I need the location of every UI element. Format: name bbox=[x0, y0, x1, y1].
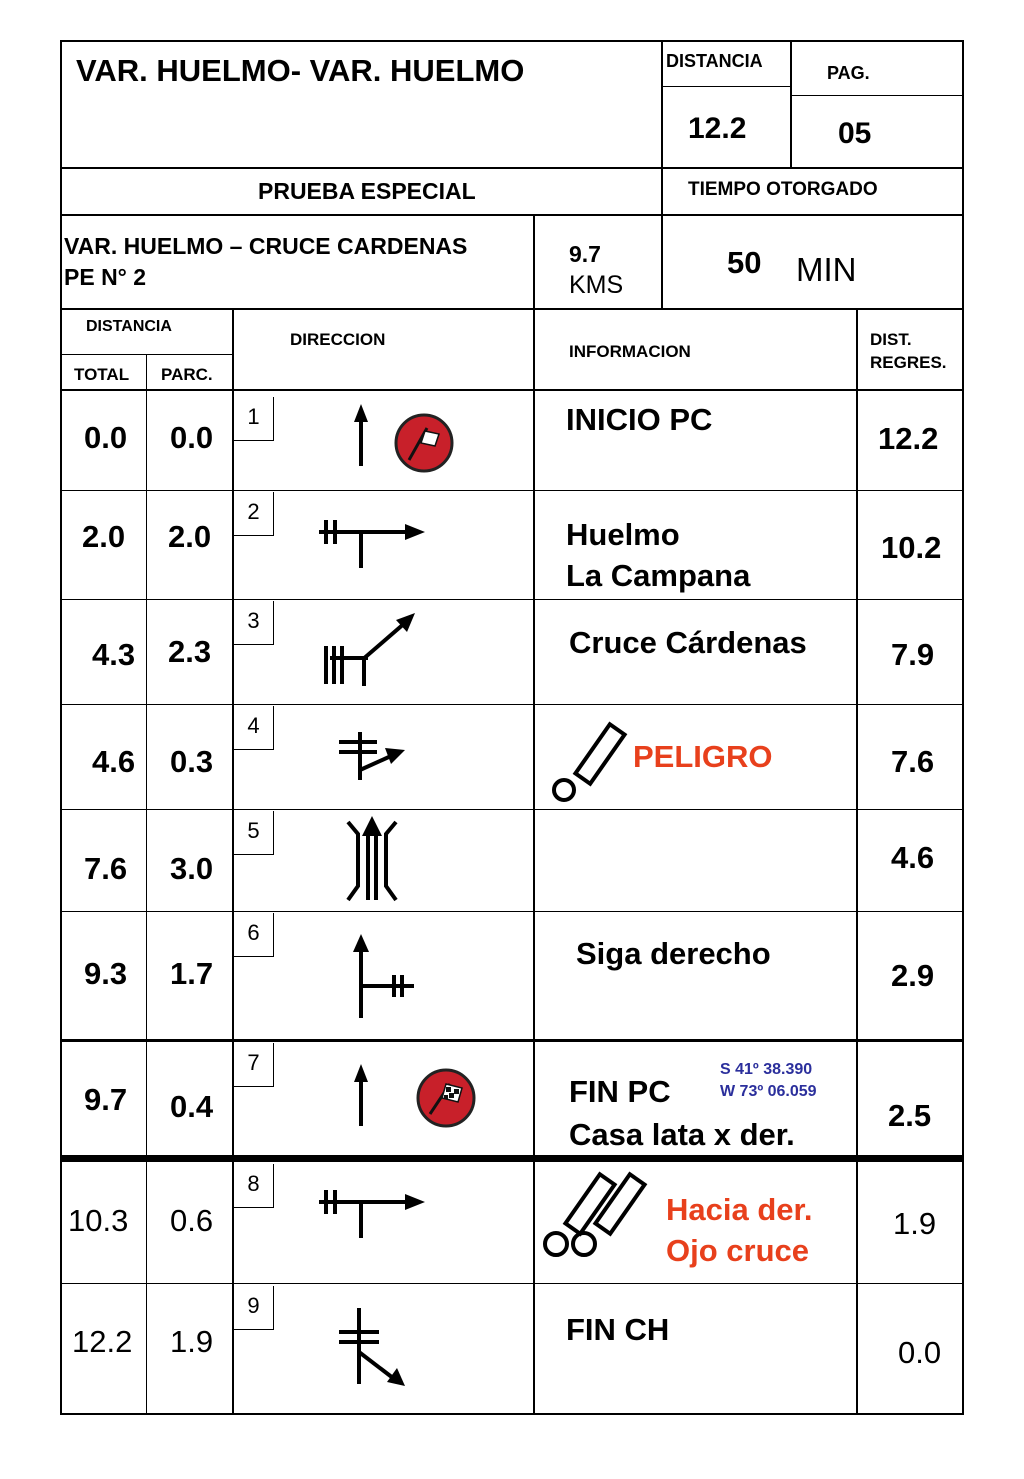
partial-distance: 2.3 bbox=[168, 634, 212, 669]
danger-text-secondary: Ojo cruce bbox=[666, 1233, 809, 1268]
step-number: 8 bbox=[234, 1164, 274, 1208]
dist-regres: 0.0 bbox=[898, 1335, 942, 1370]
info-text-secondary: La Campana bbox=[566, 558, 751, 593]
danger-text: Hacia der. bbox=[666, 1192, 813, 1227]
col-parc: PARC. bbox=[161, 365, 213, 384]
kms-value: 9.7 bbox=[569, 241, 601, 267]
info-text: FIN CH bbox=[566, 1312, 670, 1347]
partial-distance: 1.9 bbox=[170, 1324, 214, 1359]
total-distance: 0.0 bbox=[84, 420, 128, 455]
fork-diagonal-right-icon bbox=[318, 608, 418, 688]
total-distance: 9.3 bbox=[84, 956, 128, 991]
gps-latitude: S 41º 38.390 bbox=[720, 1061, 813, 1078]
col-distancia: DISTANCIA bbox=[86, 318, 172, 335]
info-text: INICIO PC bbox=[566, 402, 713, 437]
crossroad-bear-right-icon bbox=[335, 730, 410, 785]
partial-distance: 2.0 bbox=[168, 519, 212, 554]
distancia-value: 12.2 bbox=[688, 112, 747, 145]
total-distance: 10.3 bbox=[68, 1203, 129, 1238]
route-subtitle: PE N° 2 bbox=[64, 264, 147, 290]
total-distance: 9.7 bbox=[84, 1082, 128, 1117]
crossroad-diagonal-right-icon bbox=[335, 1306, 410, 1388]
dist-regres: 2.5 bbox=[888, 1098, 932, 1133]
col-regres: REGRES. bbox=[870, 353, 947, 372]
info-text: Huelmo bbox=[566, 517, 680, 552]
danger-text: PELIGRO bbox=[633, 739, 773, 774]
dist-regres: 4.6 bbox=[891, 840, 935, 875]
info-text: Cruce Cárdenas bbox=[569, 625, 807, 660]
step-number: 7 bbox=[234, 1043, 274, 1087]
info-text: Siga derecho bbox=[576, 936, 771, 971]
straight-arrow-icon bbox=[340, 400, 380, 470]
route-title: VAR. HUELMO – CRUCE CARDENAS bbox=[64, 233, 468, 259]
t-junction-right-icon bbox=[315, 1182, 430, 1242]
page-title: VAR. HUELMO- VAR. HUELMO bbox=[76, 53, 525, 88]
total-distance: 4.6 bbox=[92, 744, 136, 779]
dist-regres: 2.9 bbox=[891, 958, 935, 993]
col-total: TOTAL bbox=[74, 365, 130, 384]
step-number: 5 bbox=[234, 811, 274, 855]
col-direccion: DIRECCION bbox=[290, 330, 386, 349]
dist-regres: 1.9 bbox=[893, 1206, 937, 1241]
info-text-secondary: Casa lata x der. bbox=[569, 1117, 795, 1152]
partial-distance: 0.4 bbox=[170, 1089, 214, 1124]
straight-side-road-right-icon bbox=[340, 930, 420, 1022]
step-number: 4 bbox=[234, 706, 274, 750]
dist-regres: 7.9 bbox=[891, 637, 935, 672]
tiempo-value: 50 bbox=[727, 245, 762, 280]
dist-regres: 7.6 bbox=[891, 744, 935, 779]
partial-distance: 0.0 bbox=[170, 420, 214, 455]
total-distance: 2.0 bbox=[82, 519, 126, 554]
start-flag-icon bbox=[395, 414, 455, 474]
partial-distance: 3.0 bbox=[170, 851, 214, 886]
partial-distance: 0.3 bbox=[170, 744, 214, 779]
double-danger-icon bbox=[540, 1170, 650, 1262]
total-distance: 12.2 bbox=[72, 1324, 133, 1359]
t-junction-right-icon bbox=[315, 512, 430, 572]
step-number: 9 bbox=[234, 1286, 274, 1330]
kms-unit: KMS bbox=[569, 271, 624, 299]
total-distance: 7.6 bbox=[84, 851, 128, 886]
prueba-especial-label: PRUEBA ESPECIAL bbox=[258, 178, 476, 204]
partial-distance: 1.7 bbox=[170, 956, 214, 991]
tiempo-otorgado-label: TIEMPO OTORGADO bbox=[688, 179, 878, 200]
dist-regres: 10.2 bbox=[881, 530, 942, 565]
step-number: 6 bbox=[234, 913, 274, 957]
pag-value: 05 bbox=[838, 117, 872, 150]
partial-distance: 0.6 bbox=[170, 1203, 214, 1238]
step-number: 2 bbox=[234, 492, 274, 536]
straight-arrow-icon bbox=[340, 1060, 380, 1130]
col-dist: DIST. bbox=[870, 330, 912, 349]
step-number: 1 bbox=[234, 397, 274, 441]
tiempo-unit: MIN bbox=[796, 251, 857, 288]
dist-regres: 12.2 bbox=[878, 421, 939, 456]
col-informacion: INFORMACION bbox=[569, 342, 691, 361]
finish-flag-icon bbox=[416, 1068, 478, 1130]
total-distance: 4.3 bbox=[92, 637, 136, 672]
info-text: FIN PC bbox=[569, 1074, 671, 1109]
bridge-straight-icon bbox=[342, 812, 402, 904]
distancia-label: DISTANCIA bbox=[666, 51, 763, 71]
danger-caution-icon bbox=[550, 714, 630, 806]
gps-longitude: W 73º 06.059 bbox=[720, 1083, 817, 1100]
pag-label: PAG. bbox=[827, 63, 870, 83]
step-number: 3 bbox=[234, 601, 274, 645]
